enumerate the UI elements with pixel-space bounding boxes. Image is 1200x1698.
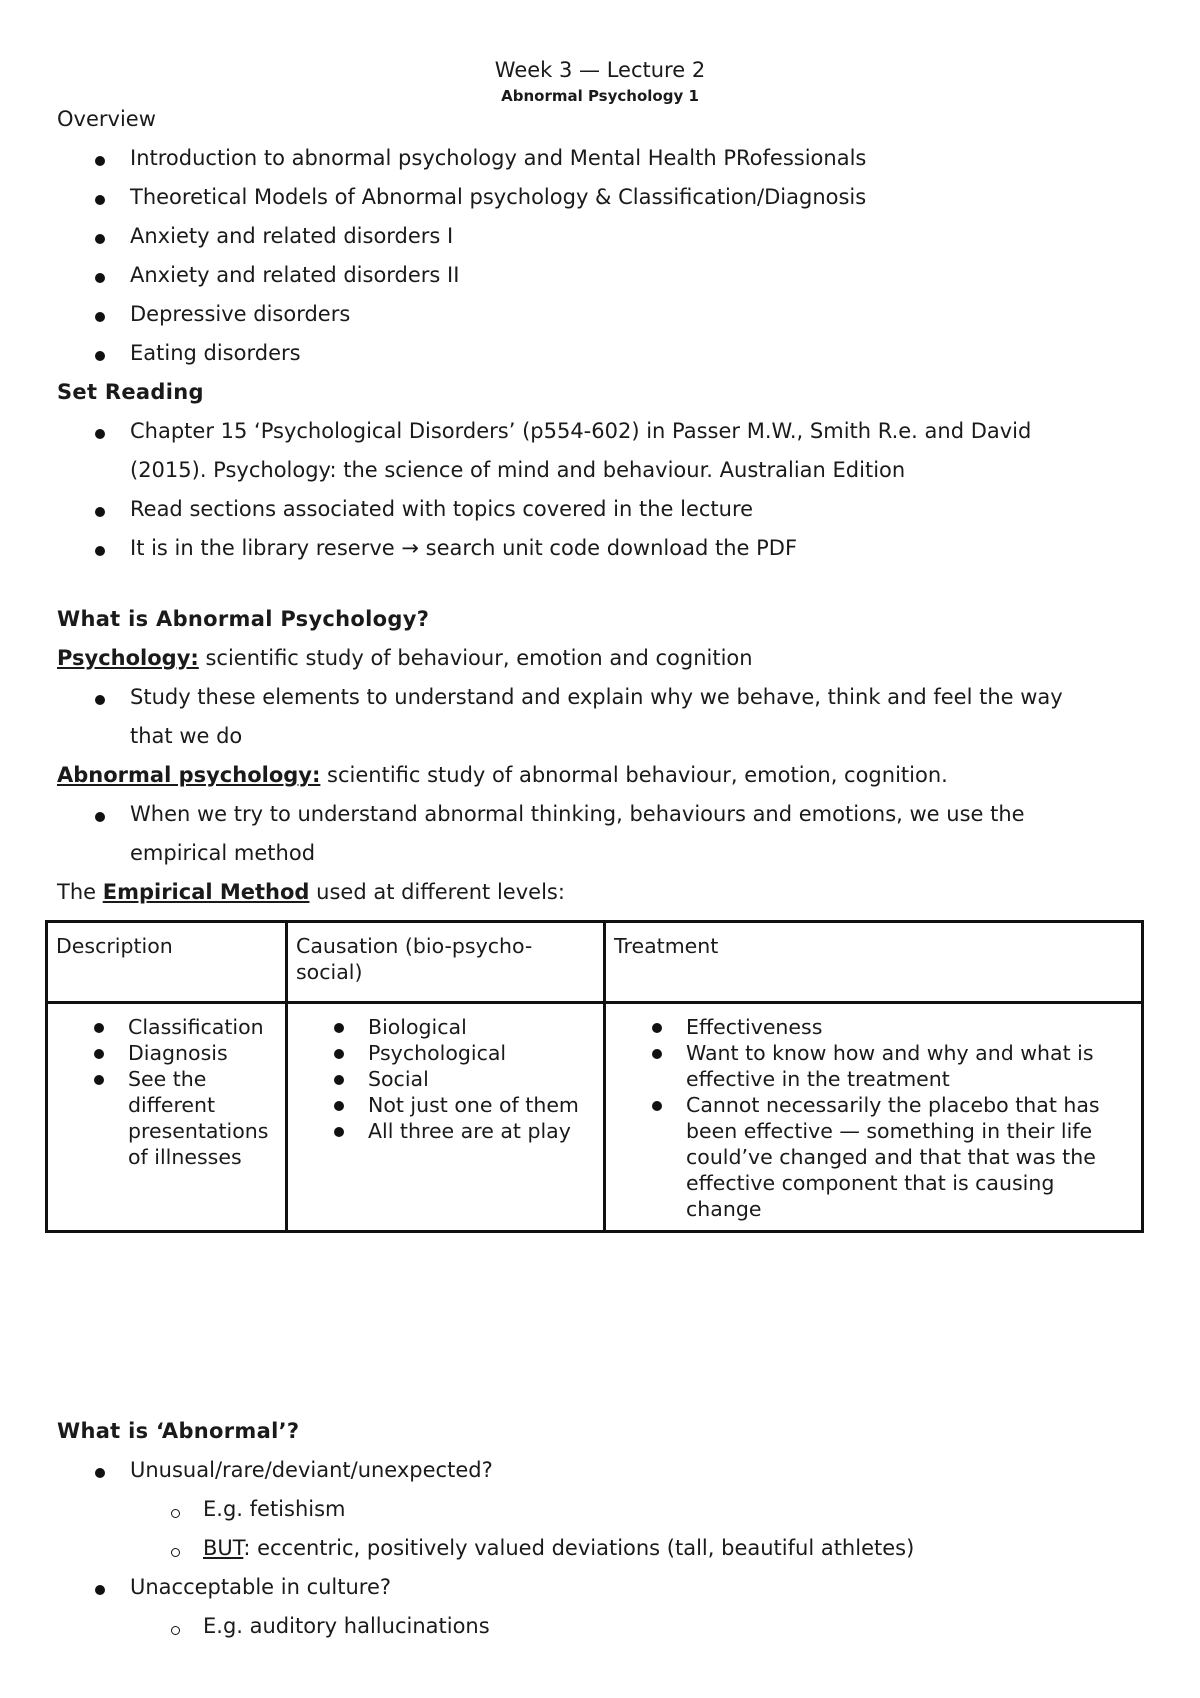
- list-item: See the different presentations of illnesses: [56, 1066, 277, 1170]
- but-text: : eccentric, positively valued deviations (tall, beautiful athletes): [243, 1536, 915, 1560]
- treatment-cell: [605, 1003, 1143, 1232]
- psychology-term: Psychology:: [57, 646, 199, 670]
- psychology-bullet-continued: that we do: [130, 724, 243, 748]
- list-item: Want to know how and why and what is effective in the treatment: [614, 1040, 1133, 1092]
- abnormal-criterion: Unacceptable in culture?: [57, 1568, 1157, 1607]
- overview-item: Anxiety and related disorders II: [57, 256, 1157, 295]
- abnormal-bullet-continued: empirical method: [130, 841, 316, 865]
- empirical-method-term: Empirical Method: [102, 880, 310, 904]
- description-cell: [47, 1003, 287, 1232]
- empirical-suffix: used at different levels:: [309, 880, 565, 904]
- overview-item: Introduction to abnormal psychology and Mental Health PRofessionals: [57, 139, 1157, 178]
- overview-item: Depressive disorders: [57, 295, 1157, 334]
- table-header-treatment: Treatment: [605, 922, 1143, 1003]
- but-term: BUT: [203, 1536, 244, 1560]
- reading-item: It is in the library reserve → search unit code download the PDF: [57, 529, 1157, 568]
- sub-item: [57, 1529, 1157, 1568]
- list-item: Diagnosis: [56, 1040, 277, 1066]
- list-item: Social: [296, 1066, 595, 1092]
- overview-section: [57, 100, 1157, 568]
- overview-item: Anxiety and related disorders I: [57, 217, 1157, 256]
- abnormal-psychology-term: Abnormal psychology:: [57, 763, 321, 787]
- reading-item-continued: (2015). Psychology: the science of mind and behaviour. Australian Edition: [130, 458, 906, 482]
- list-item: Biological: [296, 1014, 595, 1040]
- list-item: Not just one of them: [296, 1092, 595, 1118]
- sub-item: E.g. auditory hallucinations: [57, 1607, 1157, 1646]
- list-item: Effectiveness: [614, 1014, 1133, 1040]
- abnormal-criterion: Unusual/rare/deviant/unexpected?: [57, 1451, 1157, 1490]
- section-heading: What is Abnormal Psychology?: [57, 607, 430, 631]
- list-item: Psychological: [296, 1040, 595, 1066]
- empirical-method-line: [57, 873, 1157, 912]
- abnormal-bullet: When we try to understand abnormal thinking, behaviours and emotions, we use the: [57, 795, 1157, 834]
- abnormal-psychology-section: [57, 600, 1157, 912]
- set-reading-heading: Set Reading: [57, 380, 204, 404]
- overview-item: Theoretical Models of Abnormal psychology & Classification/Diagnosis: [57, 178, 1157, 217]
- what-is-abnormal-section: [57, 1412, 1157, 1646]
- list-item: All three are at play: [296, 1118, 595, 1144]
- empirical-method-table: [45, 920, 1144, 1233]
- page-subtitle: Abnormal Psychology 1: [501, 87, 699, 105]
- psychology-bullet: Study these elements to understand and explain why we behave, think and feel the way: [57, 678, 1157, 717]
- list-item: Classification: [56, 1014, 277, 1040]
- psychology-def-text: scientific study of behaviour, emotion and cognition: [198, 646, 753, 670]
- causation-cell: [287, 1003, 605, 1232]
- reading-item: Chapter 15 ‘Psychological Disorders’ (p554-602) in Passer M.W., Smith R.e. and David: [57, 412, 1157, 451]
- page-title: Week 3 — Lecture 2: [494, 58, 706, 82]
- abnormal-psychology-definition: [57, 756, 1157, 795]
- reading-item: Read sections associated with topics covered in the lecture: [57, 490, 1157, 529]
- abnormal-def-text: scientific study of abnormal behaviour, emotion, cognition.: [320, 763, 948, 787]
- table-header-row: [47, 922, 1143, 1003]
- overview-item: Eating disorders: [57, 334, 1157, 373]
- empirical-prefix: The: [57, 880, 103, 904]
- list-item: Cannot necessarily the placebo that has been effective — something in their life could’ve changed and that that was the effective component that is causing change: [614, 1092, 1133, 1222]
- sub-item: E.g. fetishism: [57, 1490, 1157, 1529]
- table-row: [47, 1003, 1143, 1232]
- section-heading: What is ‘Abnormal’?: [57, 1419, 300, 1443]
- overview-heading: Overview: [57, 107, 156, 131]
- table-header-causation: Causation (bio-psycho-social): [287, 922, 605, 1003]
- table-header-description: Description: [47, 922, 287, 1003]
- psychology-definition: [57, 639, 1157, 678]
